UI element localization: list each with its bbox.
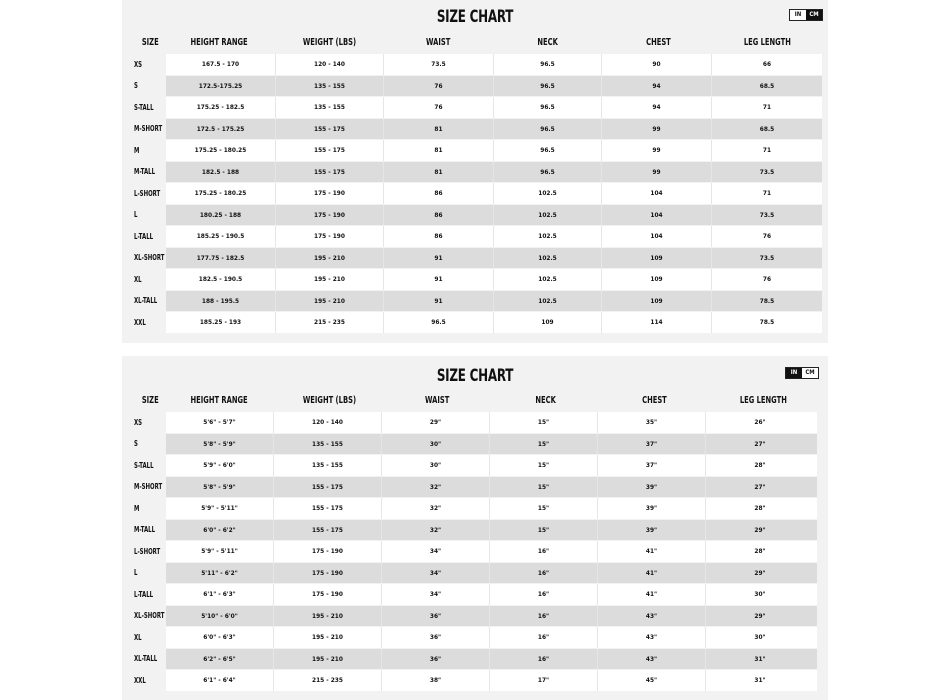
table-cell: 41" — [598, 541, 706, 562]
table-cell: 5'11" - 6'2" — [166, 563, 274, 584]
table-cell: 195 - 210 — [276, 269, 384, 290]
column-header — [703, 394, 823, 408]
table-row — [122, 455, 828, 476]
size-label-text: S-TALL — [134, 460, 154, 470]
table-cell: 6'1" - 6'4" — [166, 670, 274, 691]
table-cell: 31" — [754, 654, 766, 663]
table-cell: 78.5 — [759, 296, 775, 305]
size-label — [134, 670, 149, 691]
table-cell: 195 - 210 — [274, 627, 382, 648]
table-cell: 5'8" - 5'9" — [166, 477, 274, 498]
size-label-text: S — [134, 81, 138, 91]
table-cell: 175 - 190 — [276, 226, 384, 247]
table-cell: 34" — [382, 563, 490, 584]
row-cells — [166, 541, 817, 562]
row-cells — [166, 498, 817, 519]
row-cells — [166, 584, 817, 605]
column-header — [378, 36, 498, 50]
table-row — [122, 162, 828, 183]
table-cell: 16" — [490, 606, 598, 627]
table-cell: 16" — [490, 563, 598, 584]
column-header — [269, 36, 389, 50]
table-cell: 6'2" - 6'5" — [166, 649, 274, 670]
size-label — [134, 183, 167, 204]
table-cell: 68.5 — [759, 124, 775, 133]
table-cell: 26" — [754, 418, 766, 427]
table-cell: 68.5 — [759, 81, 775, 90]
size-label-text: XXL — [134, 317, 146, 327]
column-header — [486, 394, 606, 408]
table-cell: 15" — [490, 477, 598, 498]
table-cell: 104 — [602, 205, 712, 226]
table-cell: 71 — [762, 146, 772, 155]
table-row — [122, 498, 828, 519]
table-cell: 195 - 210 — [276, 291, 384, 312]
table-cell: 16" — [490, 649, 598, 670]
table-cell: 15" — [490, 412, 598, 433]
table-cell: 155 - 175 — [276, 140, 384, 161]
table-cell: 30" — [382, 455, 490, 476]
table-row — [122, 520, 828, 541]
table-cell: 185.25 - 193 — [166, 312, 276, 333]
column-header-label: WEIGHT (LBS) — [302, 37, 356, 48]
table-cell: 94 — [602, 76, 712, 97]
table-row — [122, 226, 828, 247]
table-cell: 109 — [602, 291, 712, 312]
table-cell: 5'8" - 5'9" — [166, 434, 274, 455]
table-cell: 16" — [490, 541, 598, 562]
table-cell: 30" — [754, 633, 766, 642]
table-cell: 28" — [754, 547, 766, 556]
table-cell: 94 — [602, 97, 712, 118]
table-cell: 180.25 - 188 — [166, 205, 276, 226]
column-header — [159, 394, 279, 408]
table-cell: 135 - 155 — [276, 97, 384, 118]
table-cell: 99 — [602, 140, 712, 161]
size-label-text: M — [134, 145, 140, 155]
table-cell: 102.5 — [494, 248, 602, 269]
table-cell: 120 - 140 — [276, 54, 384, 75]
size-label-text: L — [134, 568, 138, 578]
row-cells — [166, 563, 817, 584]
table-cell: 16" — [490, 627, 598, 648]
table-row — [122, 412, 828, 433]
table-cell: 104 — [602, 226, 712, 247]
table-cell: 172.5-175.25 — [166, 76, 276, 97]
size-label-text: XL — [134, 632, 142, 642]
table-cell: 28" — [754, 461, 766, 470]
size-label-text: XL-SHORT — [134, 611, 165, 621]
table-cell: 76 — [762, 232, 772, 241]
table-cell: 29" — [382, 412, 490, 433]
table-row — [122, 563, 828, 584]
size-label — [134, 140, 141, 161]
table-cell: 5'10" - 6'0" — [166, 606, 274, 627]
table-cell: 104 — [602, 183, 712, 204]
table-cell: 177.75 - 182.5 — [166, 248, 276, 269]
row-cells — [166, 312, 822, 333]
size-label — [134, 520, 160, 541]
table-row — [122, 248, 828, 269]
table-cell: 6'0" - 6'3" — [166, 627, 274, 648]
table-cell: 30" — [754, 590, 766, 599]
table-row — [122, 584, 828, 605]
column-header — [707, 36, 827, 50]
size-label-text: M-SHORT — [134, 482, 163, 492]
table-cell: 76 — [384, 76, 494, 97]
table-cell: 96.5 — [384, 312, 494, 333]
table-cell: 102.5 — [494, 205, 602, 226]
size-label — [134, 412, 144, 433]
table-cell: 76 — [762, 275, 772, 284]
size-label-text: M-TALL — [134, 167, 156, 177]
table-row — [122, 54, 828, 75]
table-cell: 102.5 — [494, 226, 602, 247]
table-cell: 38" — [382, 670, 490, 691]
table-cell: 215 - 235 — [274, 670, 382, 691]
table-cell: 109 — [494, 312, 602, 333]
table-cell: 30" — [382, 434, 490, 455]
table-row — [122, 649, 828, 670]
column-header — [159, 36, 279, 50]
table-cell: 73.5 — [759, 253, 775, 262]
table-cell: 78.5 — [759, 318, 775, 327]
size-label-text: S — [134, 439, 138, 449]
row-cells — [166, 670, 817, 691]
table-cell: 155 - 175 — [274, 498, 382, 519]
column-header-label: CHEST — [645, 37, 671, 48]
size-label-text: XL-TALL — [134, 654, 158, 664]
column-header-label: LEG LENGTH — [743, 37, 791, 48]
table-cell: 96.5 — [494, 162, 602, 183]
table-cell: 155 - 175 — [274, 477, 382, 498]
table-cell: 39" — [598, 498, 706, 519]
table-cell: 5'9" - 5'11" — [166, 541, 274, 562]
size-label-text: M — [134, 503, 140, 513]
table-cell: 86 — [384, 226, 494, 247]
row-cells — [166, 627, 817, 648]
size-label — [134, 226, 158, 247]
table-row — [122, 183, 828, 204]
table-cell: 96.5 — [494, 119, 602, 140]
column-header-label: CHEST — [641, 395, 667, 406]
row-cells — [166, 434, 817, 455]
row-cells — [166, 606, 817, 627]
table-cell: 81 — [384, 140, 494, 161]
table-cell: 39" — [598, 477, 706, 498]
size-chart-in — [122, 356, 828, 700]
table-cell: 182.5 - 188 — [166, 162, 276, 183]
table-cell: 27" — [754, 439, 766, 448]
table-cell: 91 — [384, 269, 494, 290]
table-cell: 73.5 — [384, 54, 494, 75]
row-cells — [166, 76, 822, 97]
row-cells — [166, 291, 822, 312]
row-cells — [166, 455, 817, 476]
table-cell: 5'9" - 5'11" — [166, 498, 274, 519]
table-row — [122, 291, 828, 312]
table-cell: 86 — [384, 183, 494, 204]
size-label — [134, 455, 158, 476]
table-cell: 32" — [382, 498, 490, 519]
table-cell: 175.25 - 180.25 — [166, 140, 276, 161]
column-header — [377, 394, 497, 408]
row-cells — [166, 162, 822, 183]
table-cell: 175 - 190 — [274, 584, 382, 605]
size-label — [134, 627, 144, 648]
row-cells — [166, 412, 817, 433]
size-label — [134, 649, 163, 670]
table-cell: 15" — [490, 498, 598, 519]
table-cell: 167.5 - 170 — [166, 54, 276, 75]
table-row — [122, 477, 828, 498]
unit-in-button[interactable]: IN — [786, 368, 802, 378]
table-cell: 109 — [602, 269, 712, 290]
table-cell: 16" — [490, 584, 598, 605]
table-cell: 81 — [384, 119, 494, 140]
table-cell: 5'6" - 5'7" — [166, 412, 274, 433]
table-cell: 29" — [754, 611, 766, 620]
table-cell: 76 — [384, 97, 494, 118]
size-label — [134, 76, 139, 97]
row-cells — [166, 269, 822, 290]
table-cell: 73.5 — [759, 210, 775, 219]
row-cells — [166, 54, 822, 75]
table-cell: 71 — [762, 103, 772, 112]
table-cell: 175.25 - 180.25 — [166, 183, 276, 204]
size-label — [134, 434, 139, 455]
table-cell: 182.5 - 190.5 — [166, 269, 276, 290]
table-row — [122, 434, 828, 455]
table-cell: 29" — [754, 525, 766, 534]
column-header-label: WAIST — [424, 395, 450, 406]
size-label-text: XL-TALL — [134, 296, 158, 306]
table-row — [122, 119, 828, 140]
size-label — [134, 541, 167, 562]
size-chart-cm — [122, 0, 828, 343]
table-cell: 135 - 155 — [274, 434, 382, 455]
table-cell: 175.25 - 182.5 — [166, 97, 276, 118]
table-cell: 86 — [384, 205, 494, 226]
table-row — [122, 269, 828, 290]
table-cell: 36" — [382, 649, 490, 670]
row-cells — [166, 226, 822, 247]
table-cell: 43" — [598, 627, 706, 648]
table-cell: 102.5 — [494, 269, 602, 290]
column-header — [598, 36, 718, 50]
table-cell: 35" — [598, 412, 706, 433]
unit-toggle[interactable] — [789, 9, 823, 21]
table-cell: 102.5 — [494, 183, 602, 204]
column-header-label: WEIGHT (LBS) — [302, 395, 356, 406]
table-cell: 43" — [598, 649, 706, 670]
table-cell: 45" — [598, 670, 706, 691]
row-cells — [166, 97, 822, 118]
table-row — [122, 76, 828, 97]
table-cell: 34" — [382, 584, 490, 605]
table-cell: 155 - 175 — [276, 119, 384, 140]
size-label — [134, 312, 149, 333]
table-cell: 90 — [602, 54, 712, 75]
table-cell: 99 — [602, 119, 712, 140]
table-cell: 109 — [602, 248, 712, 269]
size-label-text: M-SHORT — [134, 124, 163, 134]
unit-cm-button[interactable]: CM — [806, 10, 822, 20]
size-label — [134, 162, 160, 183]
table-cell: 41" — [598, 563, 706, 584]
size-label-text: XL — [134, 274, 142, 284]
table-cell: 172.5 - 175.25 — [166, 119, 276, 140]
table-cell: 185.25 - 190.5 — [166, 226, 276, 247]
table-cell: 175 - 190 — [276, 183, 384, 204]
table-cell: 195 - 210 — [274, 606, 382, 627]
table-cell: 36" — [382, 606, 490, 627]
column-header-label: NECK — [535, 395, 557, 406]
table-cell: 34" — [382, 541, 490, 562]
column-header-label: LEG LENGTH — [739, 395, 787, 406]
unit-in-button[interactable]: IN — [790, 10, 806, 20]
table-cell: 6'1" - 6'3" — [166, 584, 274, 605]
size-label — [134, 563, 138, 584]
column-header-label: HEIGHT RANGE — [190, 395, 248, 406]
table-cell: 99 — [602, 162, 712, 183]
table-cell: 155 - 175 — [274, 520, 382, 541]
table-cell: 188 - 195.5 — [166, 291, 276, 312]
table-cell: 6'0" - 6'2" — [166, 520, 274, 541]
size-label-text: L-SHORT — [134, 188, 161, 198]
unit-cm-button[interactable]: CM — [802, 368, 818, 378]
table-row — [122, 97, 828, 118]
row-cells — [166, 119, 822, 140]
table-cell: 91 — [384, 248, 494, 269]
table-cell: 37" — [598, 434, 706, 455]
size-label — [134, 54, 144, 75]
size-label-text: L-SHORT — [134, 546, 161, 556]
size-label — [134, 205, 138, 226]
size-label-text: L — [134, 210, 138, 220]
table-row — [122, 670, 828, 691]
column-header-label: HEIGHT RANGE — [190, 37, 248, 48]
size-label — [134, 269, 144, 290]
table-cell: 32" — [382, 520, 490, 541]
table-cell: 175 - 190 — [274, 563, 382, 584]
table-cell: 41" — [598, 584, 706, 605]
size-label-text: XS — [134, 59, 143, 69]
size-label-text: XL-SHORT — [134, 253, 165, 263]
table-cell: 31" — [754, 676, 766, 685]
table-cell: 215 - 235 — [276, 312, 384, 333]
panel-title: SIZE CHART — [436, 7, 514, 27]
table-cell: 81 — [384, 162, 494, 183]
table-row — [122, 205, 828, 226]
table-cell: 114 — [602, 312, 712, 333]
size-label — [134, 97, 158, 118]
table-cell: 91 — [384, 291, 494, 312]
table-cell: 195 - 210 — [276, 248, 384, 269]
table-cell: 29" — [754, 568, 766, 577]
size-label — [134, 498, 141, 519]
table-cell: 96.5 — [494, 140, 602, 161]
table-row — [122, 312, 828, 333]
table-cell: 39" — [598, 520, 706, 541]
row-cells — [166, 140, 822, 161]
table-row — [122, 627, 828, 648]
table-cell: 96.5 — [494, 97, 602, 118]
column-header — [488, 36, 608, 50]
table-cell: 96.5 — [494, 54, 602, 75]
table-cell: 15" — [490, 434, 598, 455]
table-cell: 96.5 — [494, 76, 602, 97]
size-label-text: S-TALL — [134, 102, 154, 112]
table-cell: 66 — [762, 60, 772, 69]
column-header — [269, 394, 389, 408]
table-cell: 175 - 190 — [274, 541, 382, 562]
table-cell: 17" — [490, 670, 598, 691]
table-cell: 43" — [598, 606, 706, 627]
size-label-text: L-TALL — [134, 589, 154, 599]
table-row — [122, 541, 828, 562]
row-cells — [166, 183, 822, 204]
table-row — [122, 606, 828, 627]
table-cell: 155 - 175 — [276, 162, 384, 183]
row-cells — [166, 248, 822, 269]
table-cell: 36" — [382, 627, 490, 648]
size-label — [134, 477, 169, 498]
table-cell: 37" — [598, 455, 706, 476]
row-cells — [166, 520, 817, 541]
column-header-label: WAIST — [425, 37, 451, 48]
table-cell: 71 — [762, 189, 772, 198]
table-cell: 102.5 — [494, 291, 602, 312]
row-cells — [166, 477, 817, 498]
column-header — [594, 394, 714, 408]
table-cell: 120 - 140 — [274, 412, 382, 433]
table-cell: 135 - 155 — [276, 76, 384, 97]
row-cells — [166, 649, 817, 670]
unit-toggle[interactable] — [785, 367, 819, 379]
size-label — [134, 584, 158, 605]
size-label — [134, 119, 169, 140]
table-cell: 27" — [754, 482, 766, 491]
table-cell: 15" — [490, 520, 598, 541]
size-label-text: XXL — [134, 675, 146, 685]
table-cell: 195 - 210 — [274, 649, 382, 670]
table-cell: 15" — [490, 455, 598, 476]
size-label-text: L-TALL — [134, 231, 154, 241]
table-cell: 175 - 190 — [276, 205, 384, 226]
table-cell: 73.5 — [759, 167, 775, 176]
size-label-text: M-TALL — [134, 525, 156, 535]
table-row — [122, 140, 828, 161]
column-header-label: SIZE — [141, 37, 159, 48]
table-cell: 135 - 155 — [274, 455, 382, 476]
table-cell: 32" — [382, 477, 490, 498]
size-label — [134, 291, 163, 312]
table-cell: 5'9" - 6'0" — [166, 455, 274, 476]
table-cell: 28" — [754, 504, 766, 513]
column-header-label: NECK — [537, 37, 559, 48]
row-cells — [166, 205, 822, 226]
column-header-label: SIZE — [141, 395, 159, 406]
panel-title: SIZE CHART — [436, 366, 514, 386]
size-label-text: XS — [134, 417, 143, 427]
